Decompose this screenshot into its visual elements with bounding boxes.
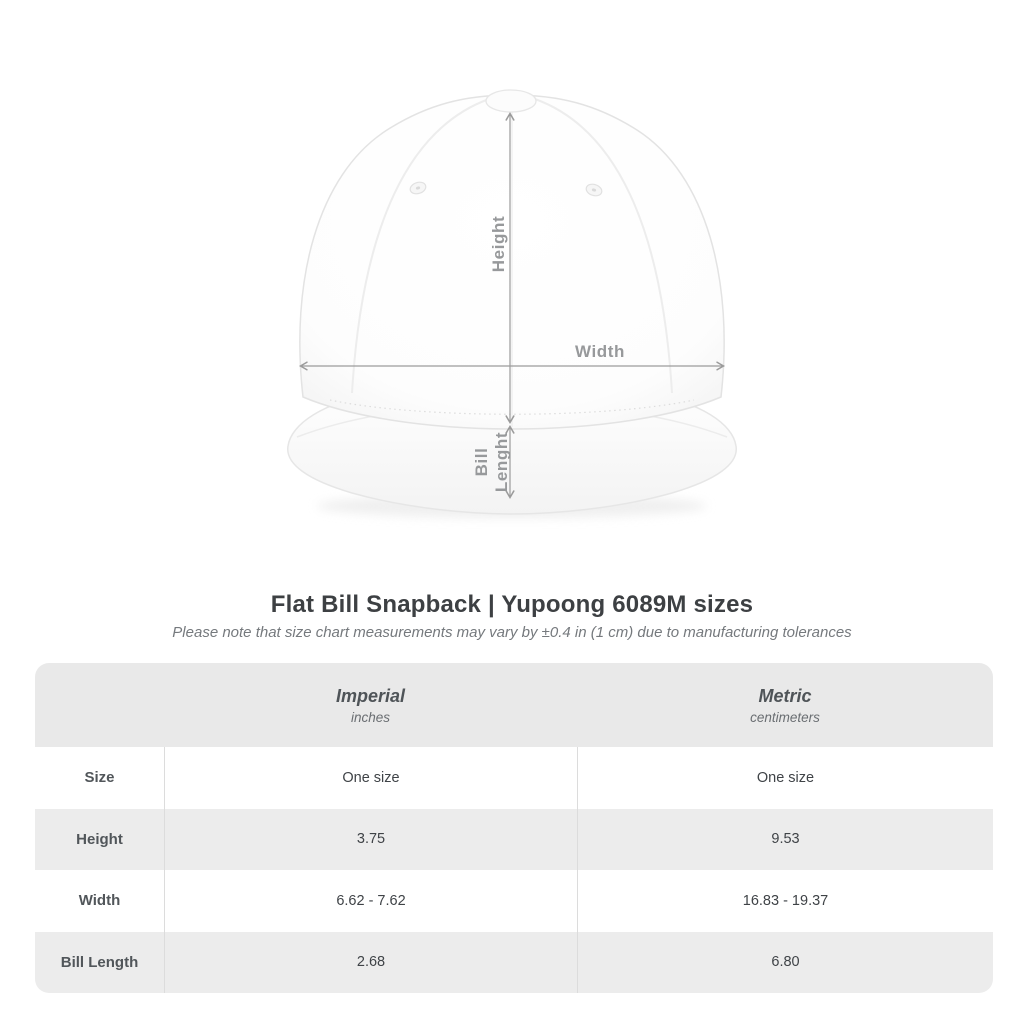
hat-top-button [486,90,536,112]
table-row-width [35,870,993,932]
metric-value: 16.83 - 19.37 [577,870,993,932]
column-header-metric [577,663,993,747]
imperial-unit-label: inches [350,709,391,725]
header-spacer [35,663,164,747]
page-title: Flat Bill Snapback | Yupoong 6089M sizes [270,591,754,618]
table-body [35,747,993,993]
size-table [35,663,993,993]
imperial-value: One size [164,747,577,809]
bill-length-dimension-label-line2: Lenght [492,431,511,493]
row-label: Size [84,769,115,787]
imperial-value: 3.75 [164,809,577,871]
imperial-value: 2.68 [164,932,577,994]
metric-value: 6.80 [577,932,993,994]
height-dimension-label: Height [489,215,508,273]
row-label: Bill Length [60,953,139,971]
table-header [35,663,993,747]
row-label: Height [76,830,123,848]
metric-value: One size [577,747,993,809]
metric-value: 9.53 [577,809,993,871]
page-subtitle: Please note that size chart measurements may vary by ±0.4 in (1 cm) due to manufacturing tolerances [172,624,852,641]
width-dimension-label: Width [574,342,626,361]
table-row-bill-length [35,932,993,994]
imperial-value: 6.62 - 7.62 [164,870,577,932]
column-header-imperial [164,663,577,747]
imperial-label: Imperial [335,685,406,706]
table-row-size [35,747,993,809]
table-row-height [35,809,993,871]
metric-label: Metric [758,685,812,706]
bill-length-dimension-label-line1: Bill [472,447,491,477]
metric-unit-label: centimeters [750,709,820,725]
row-label: Width [78,892,121,910]
